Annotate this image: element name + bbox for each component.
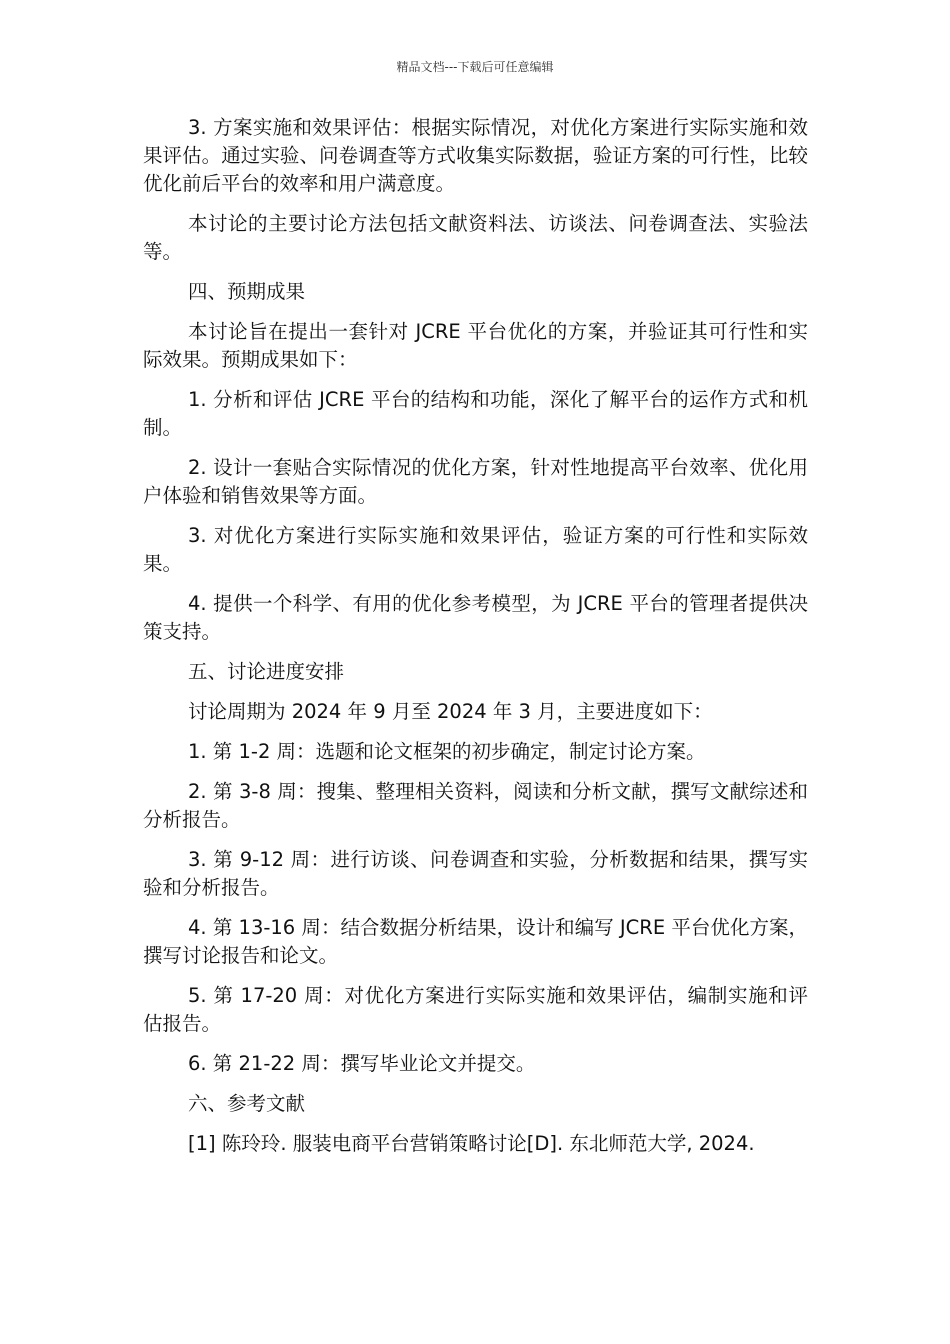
list-item-schedule-4: 4. 第 13-16 周：结合数据分析结果，设计和编写 JCRE 平台优化方案，撰写讨论报告和论文。 <box>143 916 808 967</box>
list-item-schedule-2: 2. 第 3-8 周：搜集、整理相关资料，阅读和分析文献，撰写文献综述和分析报告。 <box>143 780 808 831</box>
paragraph-schedule-intro: 讨论周期为 2024 年 9 月至 2024 年 3 月，主要进度如下： <box>188 700 713 723</box>
list-item-result-2: 2. 设计一套贴合实际情况的优化方案，针对性地提高平台效率、优化用户体验和销售效果等方面。 <box>143 456 808 507</box>
list-item-schedule-3: 3. 第 9-12 周：进行访谈、问卷调查和实验，分析数据和结果，撰写实验和分析报告。 <box>143 848 808 899</box>
section-heading-schedule: 五、讨论进度安排 <box>188 660 345 683</box>
section-heading-expected-results: 四、预期成果 <box>188 280 306 303</box>
list-item-schedule-1: 1. 第 1-2 周：选题和论文框架的初步确定，制定讨论方案。 <box>188 740 706 763</box>
paragraph-expected-results-intro: 本讨论旨在提出一套针对 JCRE 平台优化的方案，并验证其可行性和实际效果。预期成果如下： <box>143 320 808 371</box>
paragraph-research-methods: 本讨论的主要讨论方法包括文献资料法、访谈法、问卷调查法、实验法等。 <box>143 212 808 263</box>
document-body <box>143 114 808 1170</box>
list-item-result-4: 4. 提供一个科学、有用的优化参考模型，为 JCRE 平台的管理者提供决策支持。 <box>143 592 808 643</box>
paragraph-implementation-evaluation: 3. 方案实施和效果评估：根据实际情况，对优化方案进行实际实施和效果评估。通过实验、问卷调查等方式收集实际数据，验证方案的可行性，比较优化前后平台的效率和用户满意度。 <box>143 116 808 195</box>
section-heading-references: 六、参考文献 <box>188 1092 306 1115</box>
list-item-result-3: 3. 对优化方案进行实际实施和效果评估，验证方案的可行性和实际效果。 <box>143 524 808 575</box>
reference-item-1: [1] 陈玲玲. 服装电商平台营销策略讨论[D]. 东北师范大学, 2024. <box>188 1132 755 1155</box>
list-item-schedule-6: 6. 第 21-22 周：撰写毕业论文并提交。 <box>188 1052 536 1075</box>
page-header: 精品文档---下载后可任意编辑 <box>396 60 554 74</box>
list-item-result-1: 1. 分析和评估 JCRE 平台的结构和功能，深化了解平台的运作方式和机制。 <box>143 388 808 439</box>
list-item-schedule-5: 5. 第 17-20 周：对优化方案进行实际实施和效果评估，编制实施和评估报告。 <box>143 984 808 1035</box>
